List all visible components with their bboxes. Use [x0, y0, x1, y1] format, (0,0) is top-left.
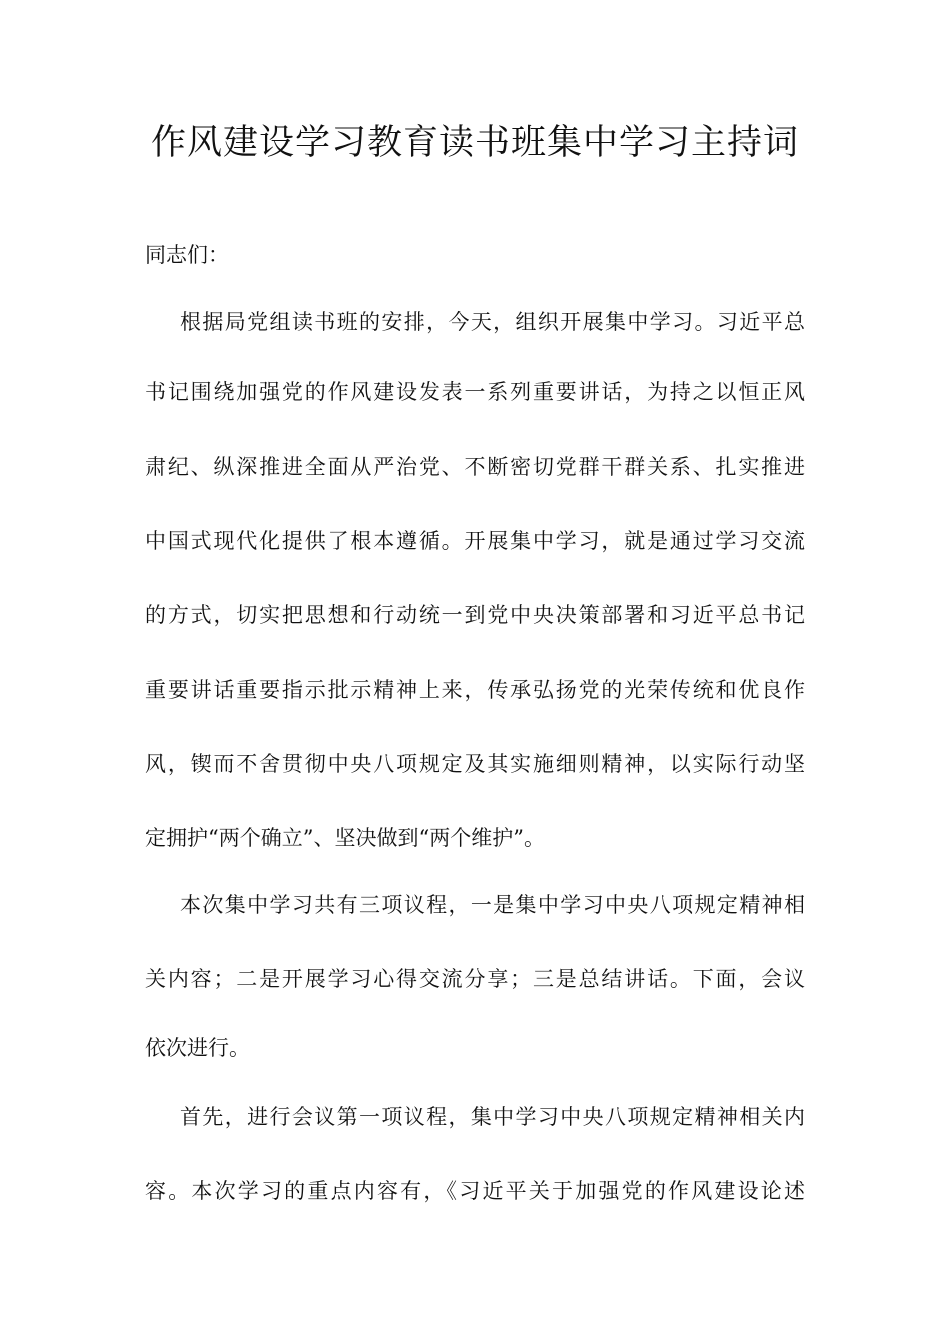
text-line: 中国式现代化提供了根本遵循。开展集中学习，就是通过学习交流 [145, 529, 805, 553]
text-line: 风，锲而不舍贯彻中央八项规定及其实施细则精神，以实际行动坚 [145, 752, 805, 776]
text-line: 根据局党组读书班的安排，今天，组织开展集中学习。习近平总 [180, 310, 805, 334]
salutation: 同志们： [145, 243, 229, 267]
text-line: 重要讲话重要指示批示精神上来，传承弘扬党的光荣传统和优良作 [145, 678, 805, 702]
text-line: 本次集中学习共有三项议程，一是集中学习中央八项规定精神相 [180, 893, 805, 917]
document-title: 作风建设学习教育读书班集中学习主持词 [150, 123, 799, 163]
text-line: 书记围绕加强党的作风建设发表一系列重要讲话，为持之以恒正风 [145, 380, 805, 404]
text-line: 依次进行。 [145, 1036, 250, 1060]
text-line: 定拥护“两个确立”、坚决做到“两个维护”。 [145, 826, 545, 850]
text-line: 的方式，切实把思想和行动统一到党中央决策部署和习近平总书记 [145, 603, 805, 627]
text-line: 容。本次学习的重点内容有，《习近平关于加强党的作风建设论述 [145, 1179, 805, 1203]
text-line: 关内容；二是开展学习心得交流分享；三是总结讲话。下面，会议 [145, 967, 805, 991]
text-line: 首先，进行会议第一项议程，集中学习中央八项规定精神相关内 [180, 1105, 805, 1129]
text-line: 肃纪、纵深推进全面从严治党、不断密切党群干群关系、扎实推进 [145, 455, 805, 479]
